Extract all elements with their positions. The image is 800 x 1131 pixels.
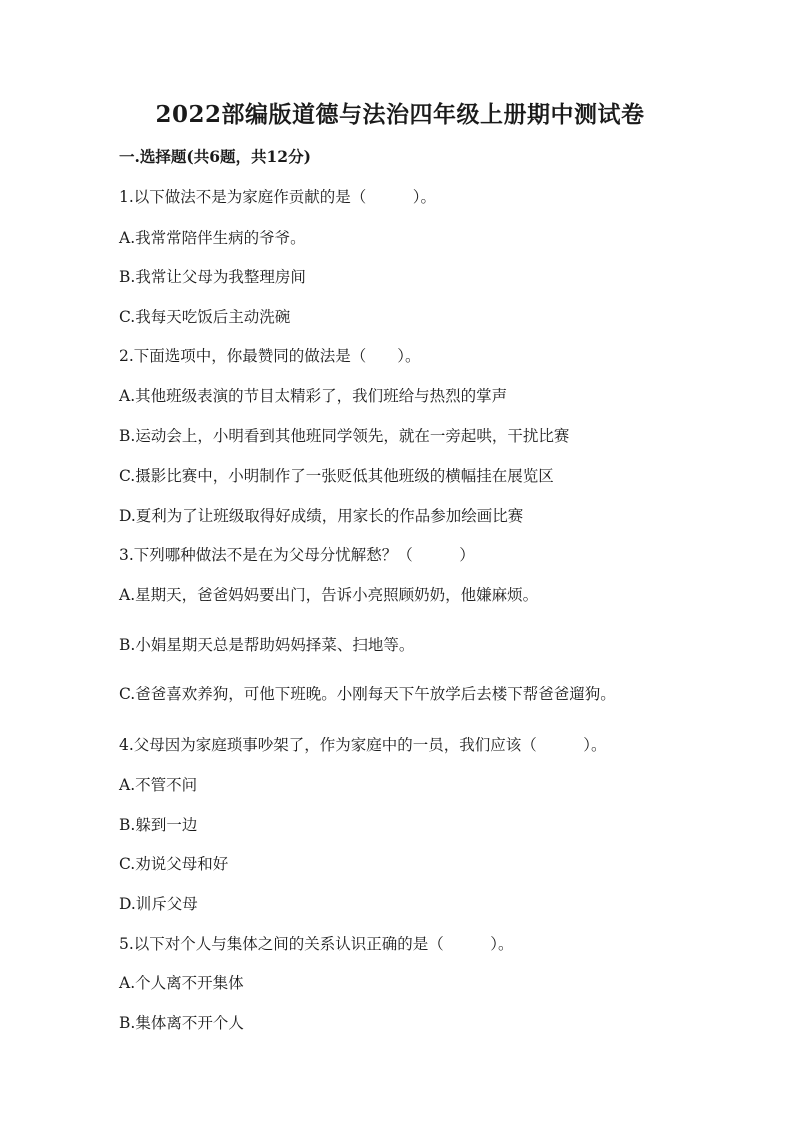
question-5-stem: 5.以下对个人与集体之间的关系认识正确的是（ ）。: [119, 935, 514, 953]
question-4-option-c: C.劝说父母和好: [119, 855, 229, 873]
question-3-option-c: C.爸爸喜欢养狗，可他下班晚。小刚每天下午放学后去楼下帮爸爸遛狗。: [119, 685, 616, 703]
question-2-option-c: C.摄影比赛中，小明制作了一张贬低其他班级的横幅挂在展览区: [119, 467, 554, 485]
question-3-stem: 3.下列哪种做法不是在为父母分忧解愁？（ ）: [119, 546, 475, 564]
question-1-option-a: A.我常常陪伴生病的爷爷。: [119, 229, 306, 247]
question-5-option-b: B.集体离不开个人: [119, 1014, 244, 1032]
question-2-option-a: A.其他班级表演的节目太精彩了，我们班给与热烈的掌声: [119, 387, 508, 405]
question-3-option-a: A.星期天，爸爸妈妈要出门，告诉小亮照顾奶奶，他嫌麻烦。: [119, 586, 539, 604]
question-1-option-b: B.我常让父母为我整理房间: [119, 268, 306, 286]
question-4-option-a: A.不管不问: [119, 776, 198, 794]
question-4-option-b: B.躲到一边: [119, 816, 198, 834]
question-4-stem: 4.父母因为家庭琐事吵架了，作为家庭中的一员，我们应该（ ）。: [119, 736, 607, 754]
section-heading: 一.选择题(共6题，共12分): [119, 147, 311, 166]
question-2-option-b: B.运动会上，小明看到其他班同学领先，就在一旁起哄，干扰比赛: [119, 427, 570, 445]
question-5-option-a: A.个人离不开集体: [119, 974, 244, 992]
question-1-stem: 1.以下做法不是为家庭作贡献的是（ ）。: [119, 188, 437, 206]
page-title: 2022部编版道德与法治四年级上册期中测试卷: [155, 101, 645, 128]
question-4-option-d: D.训斥父母: [119, 895, 198, 913]
question-2-stem: 2.下面选项中，你最赞同的做法是（ ）。: [119, 347, 421, 365]
question-1-option-c: C.我每天吃饭后主动洗碗: [119, 308, 291, 326]
question-2-option-d: D.夏利为了让班级取得好成绩，用家长的作品参加绘画比赛: [119, 507, 524, 525]
question-3-option-b: B.小娟星期天总是帮助妈妈择菜、扫地等。: [119, 636, 415, 654]
